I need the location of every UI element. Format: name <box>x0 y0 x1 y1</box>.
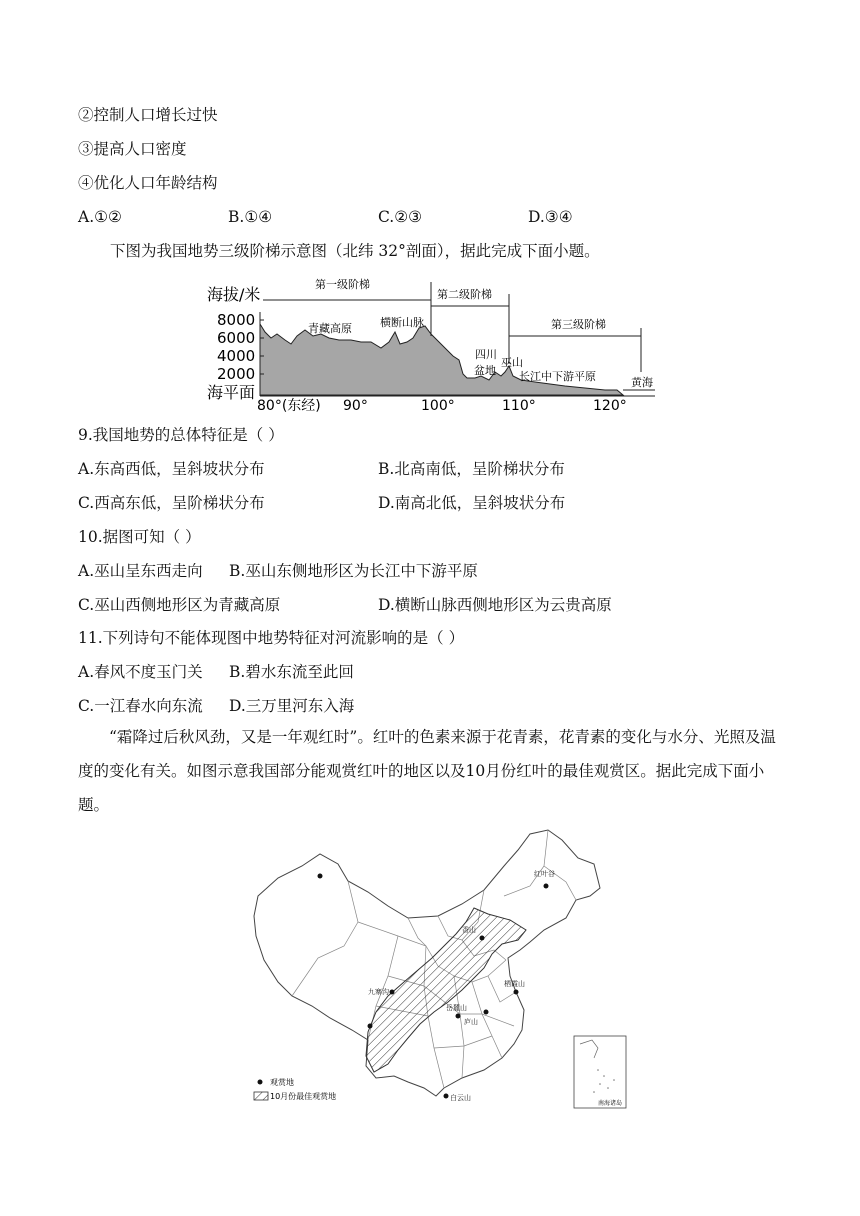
q10-option-d: D.横断山脉西侧地形区为云贵高原 <box>378 596 612 614</box>
region-hengduan: 横断山脉 <box>380 316 424 329</box>
legend-site-label: 观赏地 <box>270 1078 294 1087</box>
region-wushan: 巫山 <box>501 356 523 369</box>
ytick-sealevel: 海平面 <box>207 383 256 402</box>
xtick-110: 110° <box>502 398 536 412</box>
xtick-80: 80°(东经) <box>257 398 321 412</box>
site-dot-jiuzhaigou <box>390 990 395 995</box>
inset-label: 南海诸岛 <box>598 1100 623 1107</box>
site-dot-yuelushan <box>456 1014 461 1019</box>
q11-option-a: A.春风不度玉门关 <box>78 663 203 681</box>
xtick-100: 100° <box>421 398 455 412</box>
south-china-sea-inset <box>574 1036 626 1108</box>
label-qixiashan: 栖霞山 <box>504 980 525 988</box>
label-hongyegu: 红叶谷 <box>534 870 555 878</box>
q9-option-b: B.北高南低，呈阶梯状分布 <box>378 460 565 478</box>
q10-stem: 10.据图可知（ ） <box>78 528 201 546</box>
step-label-2: 第二级阶梯 <box>437 288 492 301</box>
region-basin: 盆地 <box>474 364 496 377</box>
site-dot-qixiashan <box>514 990 519 995</box>
prev-option-b: B.①④ <box>228 208 273 226</box>
ytick-8000: 8000 <box>217 311 256 329</box>
red-leaf-map-figure <box>248 826 638 1116</box>
prev-option-d: D.③④ <box>528 208 573 226</box>
prev-option-a: A.①② <box>78 208 122 226</box>
intro-profile: 下图为我国地势三级阶梯示意图（北纬 32°剖面），据此完成下面小题。 <box>110 242 600 260</box>
site-dot-lushan <box>484 1010 489 1015</box>
q10-option-b: B.巫山东侧地形区为长江中下游平原 <box>229 562 478 580</box>
prev-item-4: ④优化人口年龄结构 <box>78 174 218 192</box>
label-jiuzhaigou: 九寨沟 <box>368 988 389 996</box>
profile-ylabel: 海拔/米 <box>207 285 261 304</box>
site-dot-xinjiang <box>318 874 323 879</box>
label-xiangshan: 香山 <box>462 926 476 934</box>
q9-option-a: A.东高西低，呈斜坡状分布 <box>78 460 265 478</box>
label-baiyunshan: 白云山 <box>450 1094 471 1102</box>
xtick-120: 120° <box>593 398 627 412</box>
prev-item-2: ②控制人口增长过快 <box>78 106 218 124</box>
step-label-3: 第三级阶梯 <box>551 318 606 331</box>
q10-option-a: A.巫山呈东西走向 <box>78 562 203 580</box>
site-dot-baiyunshan <box>444 1094 449 1099</box>
legend-site-dot <box>258 1080 263 1085</box>
site-dot-hongyegu <box>544 884 549 889</box>
prev-option-c: C.②③ <box>378 208 423 226</box>
site-dot-xiangshan <box>480 936 485 941</box>
terrain-profile-figure <box>205 272 660 412</box>
ytick-2000: 2000 <box>217 365 256 383</box>
q10-option-c: C.巫山西侧地形区为青藏高原 <box>78 596 281 614</box>
label-lushan: 庐山 <box>464 1018 478 1026</box>
q11-stem: 11.下列诗句不能体现图中地势特征对河流影响的是（ ） <box>78 629 465 647</box>
step-label-1: 第一级阶梯 <box>315 278 370 291</box>
region-yellow-sea: 黄海 <box>631 376 653 389</box>
ytick-6000: 6000 <box>217 329 256 347</box>
q9-stem: 9.我国地势的总体特征是（ ） <box>78 426 284 444</box>
xtick-90: 90° <box>343 398 368 412</box>
legend-zone-label: 10月份最佳观赏地 <box>270 1092 337 1101</box>
legend-zone-swatch <box>254 1092 268 1100</box>
label-yuelushan: 岳麓山 <box>446 1004 467 1012</box>
intro-red-leaves: “霜降过后秋风劲，又是一年观红时”。红叶的色素来源于花青素，花青素的变化与水分、光照及温度的变化有关。如图示意我国部分能观赏红叶的地区以及10月份红叶的最佳观赏区。据此完成下面小题。 <box>78 728 776 814</box>
q9-option-c: C.西高东低，呈阶梯状分布 <box>78 494 265 512</box>
region-sichuan: 四川 <box>475 348 497 361</box>
site-dot-southwest <box>368 1024 373 1029</box>
prev-item-3: ③提高人口密度 <box>78 140 187 158</box>
region-plain: 长江中下游平原 <box>519 370 596 383</box>
q9-option-d: D.南高北低，呈斜坡状分布 <box>378 494 566 512</box>
q11-option-d: D.三万里河东入海 <box>229 697 355 715</box>
ytick-4000: 4000 <box>217 347 256 365</box>
q11-option-c: C.一江春水向东流 <box>78 697 203 715</box>
q11-option-b: B.碧水东流至此回 <box>229 663 354 681</box>
region-qingzang: 青藏高原 <box>308 322 352 335</box>
